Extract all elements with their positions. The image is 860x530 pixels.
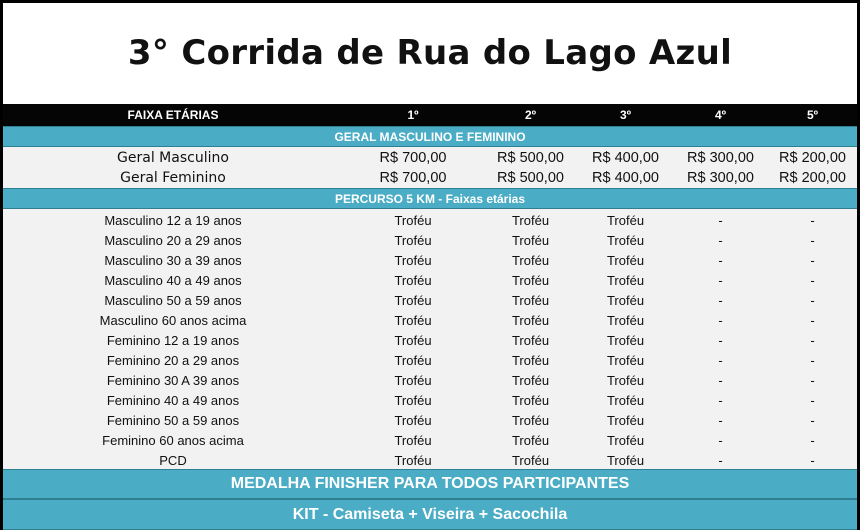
row-value-place-5: - [810, 432, 815, 448]
table-header [3, 104, 857, 126]
row-value-place-4: - [718, 272, 723, 288]
row-label: Feminino 20 a 29 anos [106, 352, 240, 368]
row-value-place-1: R$ 700,00 [379, 150, 447, 166]
row-value-place-5: - [810, 392, 815, 408]
row-label: Feminino 30 A 39 anos [106, 372, 240, 388]
row-label: Masculino 12 a 19 anos [104, 212, 242, 228]
row-value-place-3: Troféu [606, 392, 645, 408]
table-row [3, 210, 857, 230]
row-value-place-4: - [718, 412, 723, 428]
header-category: FAIXA ETÁRIAS [127, 108, 219, 122]
row-value-place-2: R$ 500,00 [497, 150, 564, 166]
row-value-place-2: Troféu [511, 332, 550, 348]
row-label: Feminino 60 anos acima [102, 432, 244, 448]
page-title: 3° Corrida de Rua do Lago Azul [127, 33, 733, 73]
row-value-place-1: Troféu [394, 372, 432, 388]
table-row [3, 290, 857, 310]
row-value-place-5: - [810, 252, 815, 268]
section-title-faixas: PERCURSO 5 KM - Faixas etárias [3, 188, 857, 209]
table-row [3, 310, 857, 330]
row-value-place-2: Troféu [511, 252, 550, 268]
row-value-place-1: Troféu [394, 212, 432, 228]
row-value-place-1: Troféu [394, 292, 432, 308]
row-value-place-3: Troféu [606, 372, 645, 388]
table-row [3, 148, 857, 168]
row-value-place-3: Troféu [606, 272, 645, 288]
row-label: Feminino 12 a 19 anos [106, 332, 240, 348]
table-row [3, 230, 857, 250]
header-place-3: 3º [619, 108, 632, 122]
row-value-place-3: Troféu [606, 232, 645, 248]
header-place-1: 1º [407, 108, 419, 122]
row-value-place-5: - [810, 312, 815, 328]
row-label: Feminino 40 a 49 anos [106, 392, 240, 408]
row-label: PCD [159, 452, 187, 468]
section-title-geral: GERAL MASCULINO E FEMININO [3, 126, 857, 147]
row-value-place-2: Troféu [511, 352, 550, 368]
table-row [3, 430, 857, 450]
row-value-place-5: - [810, 232, 815, 248]
row-value-place-2: Troféu [511, 292, 550, 308]
row-value-place-4: - [718, 292, 723, 308]
row-value-place-2: Troféu [511, 312, 550, 328]
row-value-place-1: Troféu [394, 392, 432, 408]
row-value-place-4: - [718, 312, 723, 328]
row-value-place-1: Troféu [394, 452, 432, 468]
row-value-place-1: Troféu [394, 352, 432, 368]
row-value-place-4: - [718, 432, 723, 448]
row-value-place-4: - [718, 352, 723, 368]
medalha-banner: MEDALHA FINISHER PARA TODOS PARTICIPANTES [3, 469, 857, 499]
row-value-place-3: Troféu [606, 452, 645, 468]
row-value-place-1: Troféu [394, 312, 432, 328]
row-value-place-5: - [810, 212, 815, 228]
row-value-place-3: Troféu [606, 352, 645, 368]
row-value-place-2: Troféu [511, 272, 550, 288]
row-value-place-3: Troféu [606, 412, 645, 428]
row-value-place-2: Troféu [511, 412, 550, 428]
table-row [3, 270, 857, 290]
row-label: Masculino 50 a 59 anos [104, 292, 242, 308]
row-value-place-5: - [810, 412, 815, 428]
table-row [3, 168, 857, 188]
table-row [3, 330, 857, 350]
row-value-place-5: R$ 200,00 [779, 170, 846, 186]
row-value-place-1: Troféu [394, 272, 432, 288]
header-place-5: 5º [806, 108, 819, 122]
row-value-place-4: - [718, 332, 723, 348]
row-value-place-4: - [718, 452, 723, 468]
row-value-place-4: - [718, 212, 723, 228]
row-value-place-4: - [718, 372, 723, 388]
row-value-place-2: Troféu [511, 452, 550, 468]
row-label: Masculino 30 a 39 anos [104, 252, 242, 268]
row-value-place-3: R$ 400,00 [592, 170, 659, 186]
row-value-place-1: R$ 700,00 [379, 170, 447, 186]
row-value-place-4: - [718, 392, 723, 408]
kit-banner: KIT - Camiseta + Viseira + Sacochila [3, 499, 857, 530]
row-value-place-1: Troféu [394, 232, 432, 248]
row-label: Masculino 40 a 49 anos [104, 272, 242, 288]
row-value-place-3: Troféu [606, 312, 645, 328]
row-value-place-2: Troféu [511, 372, 550, 388]
row-value-place-5: - [810, 372, 815, 388]
row-value-place-5: - [810, 332, 815, 348]
row-label: Masculino 60 anos acima [99, 312, 247, 328]
table-row [3, 390, 857, 410]
row-value-place-2: R$ 500,00 [497, 170, 564, 186]
table-row [3, 450, 857, 470]
row-value-place-5: - [810, 452, 815, 468]
table-row [3, 250, 857, 270]
row-value-place-2: Troféu [511, 432, 550, 448]
row-value-place-5: - [810, 292, 815, 308]
header-place-2: 2º [524, 108, 537, 122]
geral-section [3, 147, 857, 188]
row-value-place-4: R$ 300,00 [687, 170, 754, 186]
row-value-place-1: Troféu [394, 332, 432, 348]
row-value-place-3: R$ 400,00 [592, 150, 659, 166]
row-value-place-5: - [810, 352, 815, 368]
row-value-place-4: - [718, 232, 723, 248]
row-label: Masculino 20 a 29 anos [104, 232, 242, 248]
row-value-place-5: - [810, 272, 815, 288]
row-value-place-4: R$ 300,00 [687, 150, 754, 166]
table-row [3, 410, 857, 430]
row-value-place-3: Troféu [606, 252, 645, 268]
table-row [3, 350, 857, 370]
row-value-place-4: - [718, 252, 723, 268]
row-value-place-3: Troféu [606, 432, 645, 448]
row-label: Geral Masculino [117, 150, 229, 166]
row-value-place-2: Troféu [511, 212, 550, 228]
faixas-section [3, 209, 857, 470]
table-row [3, 370, 857, 390]
row-value-place-1: Troféu [394, 432, 432, 448]
row-value-place-2: Troféu [511, 232, 550, 248]
row-value-place-5: R$ 200,00 [779, 150, 846, 166]
row-value-place-3: Troféu [606, 212, 645, 228]
row-value-place-1: Troféu [394, 412, 432, 428]
row-label: Geral Feminino [120, 170, 226, 186]
row-value-place-3: Troféu [606, 292, 645, 308]
row-value-place-3: Troféu [606, 332, 645, 348]
row-value-place-2: Troféu [511, 392, 550, 408]
row-value-place-1: Troféu [394, 252, 432, 268]
header-place-4: 4º [714, 108, 727, 122]
row-label: Feminino 50 a 59 anos [106, 412, 240, 428]
